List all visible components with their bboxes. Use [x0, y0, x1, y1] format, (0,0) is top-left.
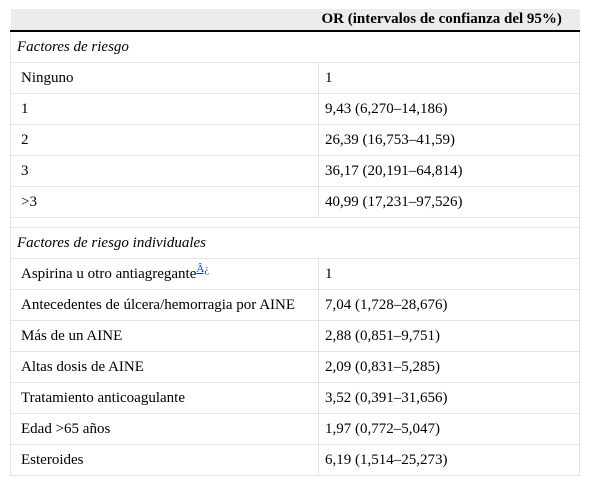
table-row [11, 259, 580, 290]
row-label: Antecedentes de úlcera/hemorragia por AINE [11, 290, 319, 321]
table-row [11, 63, 580, 94]
or-table-container [10, 9, 579, 476]
row-value: 7,04 (1,728–28,676) [319, 290, 580, 321]
header-or: OR (intervalos de confianza del 95%) [319, 9, 580, 31]
row-value: 1,97 (0,772–5,047) [319, 414, 580, 445]
row-value: 40,99 (17,231–97,526) [319, 187, 580, 218]
table-row [11, 290, 580, 321]
row-value: 1 [319, 259, 580, 290]
row-value: 9,43 (6,270–14,186) [319, 94, 580, 125]
row-label: >3 [11, 187, 319, 218]
row-label: Edad >65 años [11, 414, 319, 445]
row-label-cell [11, 259, 319, 290]
table-row [11, 156, 580, 187]
row-label: Tratamiento anticoagulante [11, 383, 319, 414]
table-row [11, 352, 580, 383]
table-row [11, 187, 580, 218]
section-row-individual-risk-factors [11, 228, 580, 259]
row-value: 26,39 (16,753–41,59) [319, 125, 580, 156]
row-value: 3,52 (0,391–31,656) [319, 383, 580, 414]
section-title: Factores de riesgo individuales [11, 228, 580, 259]
row-label: Altas dosis de AINE [11, 352, 319, 383]
section-title: Factores de riesgo [11, 31, 580, 63]
footnote-link[interactable]: Â¿ [196, 262, 210, 275]
spacer-row [11, 218, 580, 228]
row-value: 36,17 (20,191–64,814) [319, 156, 580, 187]
row-label: 1 [11, 94, 319, 125]
table-row [11, 321, 580, 352]
section-row-risk-factors [11, 31, 580, 63]
row-label: Más de un AINE [11, 321, 319, 352]
row-label: Aspirina u otro antiagregante [21, 265, 197, 282]
table-header-row [11, 9, 580, 31]
row-value: 2,09 (0,831–5,285) [319, 352, 580, 383]
header-factor [11, 9, 319, 31]
table-row [11, 414, 580, 445]
table-row [11, 94, 580, 125]
table-row [11, 445, 580, 476]
row-value: 2,88 (0,851–9,751) [319, 321, 580, 352]
odds-ratio-table [10, 9, 580, 476]
row-label: 3 [11, 156, 319, 187]
row-label: Esteroides [11, 445, 319, 476]
row-label: 2 [11, 125, 319, 156]
row-value: 6,19 (1,514–25,273) [319, 445, 580, 476]
row-value: 1 [319, 63, 580, 94]
table-row [11, 383, 580, 414]
row-label: Ninguno [11, 63, 319, 94]
table-row [11, 125, 580, 156]
